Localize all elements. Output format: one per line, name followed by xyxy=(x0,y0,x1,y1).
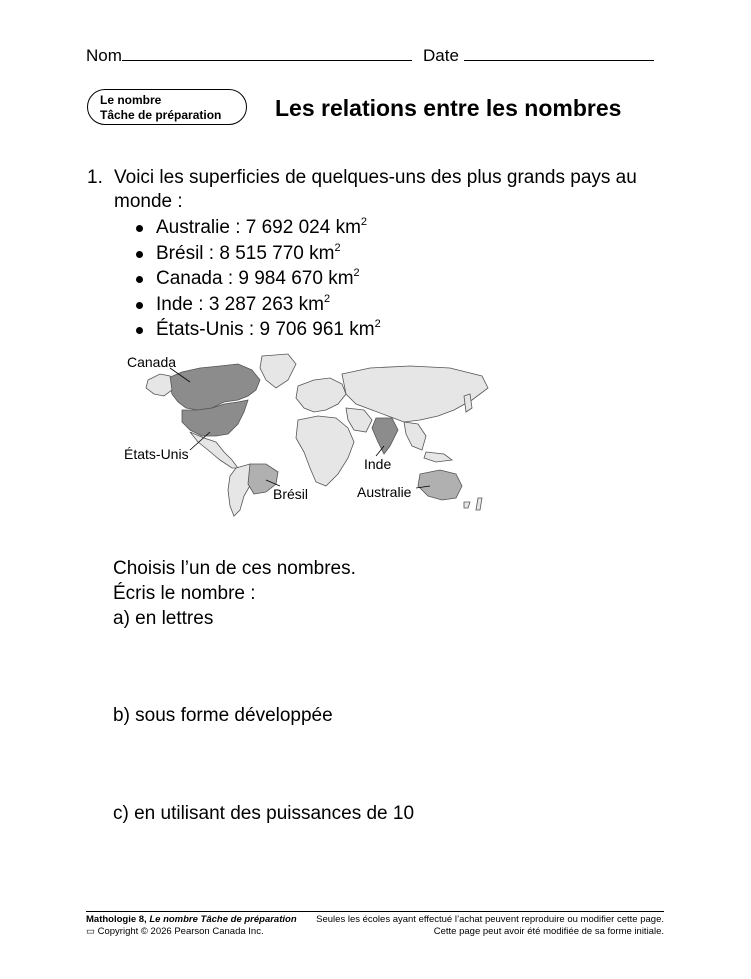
part-a-label: a) en lettres xyxy=(113,608,214,629)
footer-copyright: Copyright © 2026 Pearson Canada Inc. xyxy=(97,926,264,937)
badge-line2: Tâche de préparation xyxy=(100,108,222,122)
name-line[interactable] xyxy=(122,44,412,61)
footer-rule xyxy=(86,911,664,912)
list-item-canada: Canada : 9 984 670 $km^2$ xyxy=(134,266,381,292)
footer-book-title: Mathologie 8, xyxy=(86,914,147,925)
instruction-line2: Écris le nombre : xyxy=(113,583,256,604)
question-text-line2: monde : xyxy=(114,191,183,212)
map-greenland xyxy=(260,354,296,388)
footer-right xyxy=(316,914,664,938)
date-line[interactable] xyxy=(464,44,654,61)
instructions xyxy=(113,556,356,631)
question-text-line1: Voici les superficies de quelques-uns des plus grands pays au xyxy=(114,167,637,188)
world-map xyxy=(120,350,500,520)
footer-book-subtitle: Le nombre Tâche de préparation xyxy=(149,914,297,925)
unit-badge xyxy=(87,89,247,125)
badge-line1: Le nombre xyxy=(100,93,162,107)
name-field[interactable] xyxy=(86,44,412,66)
instruction-line1: Choisis l’un de ces nombres. xyxy=(113,558,356,579)
date-label: Date xyxy=(423,46,459,65)
map-label-usa: États-Unis xyxy=(124,446,189,462)
map-label-australia: Australie xyxy=(357,484,412,500)
date-field[interactable] xyxy=(423,44,654,66)
list-item-india: Inde : 3 287 263 $km^2$ xyxy=(134,292,381,318)
list-item-australia: Australie : 7 692 024 $km^2$ xyxy=(134,215,381,241)
map-australia xyxy=(418,470,462,500)
world-map-svg xyxy=(120,350,500,520)
part-b-label: b) sous forme développée xyxy=(113,705,333,726)
list-item-usa: États-Unis : 9 706 961 $km^2$ xyxy=(134,317,381,343)
map-label-canada: Canada xyxy=(127,354,177,370)
list-item-brazil: Brésil : 8 515 770 $km^2$ xyxy=(134,241,381,267)
footer-rights-line1: Seules les écoles ayant effectué l’achat peuvent reproduire ou modifier cette page. xyxy=(316,914,664,925)
country-area-list xyxy=(134,215,381,343)
question-number: 1. xyxy=(87,167,103,188)
part-c-label: c) en utilisant des puissances de 10 xyxy=(113,803,415,824)
map-label-india: Inde xyxy=(364,456,392,472)
map-india xyxy=(372,418,398,454)
page-title: Les relations entre les nombres xyxy=(275,95,622,121)
question-text xyxy=(114,166,674,214)
copy-icon: ▭ xyxy=(86,926,95,937)
footer-left xyxy=(86,914,297,938)
map-alaska xyxy=(146,374,172,396)
footer-rights-line2: Cette page peut avoir été modifiée de sa forme initiale. xyxy=(433,926,664,937)
map-label-brazil: Brésil xyxy=(273,486,309,502)
name-label: Nom xyxy=(86,46,122,65)
